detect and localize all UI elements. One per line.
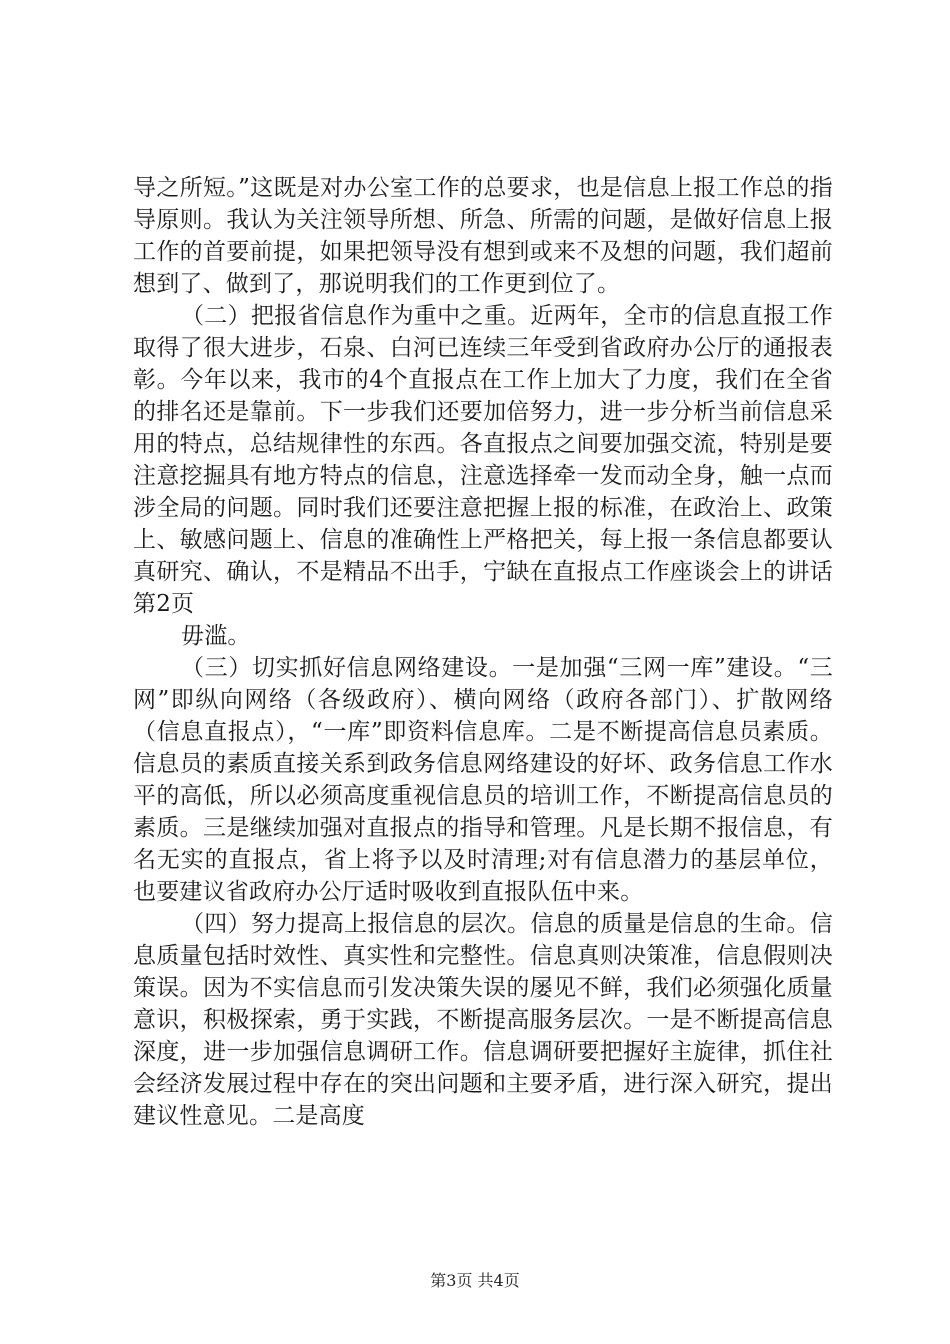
paragraph-continuation: 导之所短。”这既是对办公室工作的总要求，也是信息上报工作总的指导原则。我认为关注领导所想、所急、所需的问题，是做好信息上报工作的首要前提，如果把领导没有想到或来不及想的问题，我们超前想到了、做到了，那说明我们的工作更到位了。 xyxy=(133,175,833,297)
paragraph-section-4: （四）努力提高上报信息的层次。信息的质量是信息的生命。信息质量包括时效性、真实性和完整性。信息真则决策准，信息假则决策误。因为不实信息而引发决策失误的屡见不鲜，我们必须强化质量意识，积极探索，勇于实践，不断提高服务层次。一是不断提高信息深度，进一步加强信息调研工作。信息调研要把握好主旋律，抓住社会经济发展过程中存在的突出问题和主要矛盾，进行深入研究，提出建议性意见。二是高度 xyxy=(133,911,833,1129)
paragraph-section-2: （二）把报省信息作为重中之重。近两年，全市的信息直报工作取得了很大进步，石泉、白河已连续三年受到省政府办公厅的通报表彰。今年以来，我市的4个直报点在工作上加大了力度，我们在全省的排名还是靠前。下一步我们还要加倍努力，进一步分析当前信息采用的特点，总结规律性的东西。各直报点之间要加强交流，特别是要注意挖掘具有地方特点的信息，注意选择牵一发而动全身，触一点而涉全局的问题。同时我们还要注意把握上报的标准，在政治上、政策上、敏感问题上、信息的准确性上严格把关，每上报一条信息都要认真研究、确认，不是精品不出手，宁缺在直报点工作座谈会上的讲话第2页 xyxy=(133,303,833,617)
page-footer: 第3页 共4页 xyxy=(430,1271,520,1290)
paragraph-section-3: （三）切实抓好信息网络建设。一是加强“三网一库”建设。“三网”即纵向网络（各级政府）、横向网络（政府各部门）、扩散网络（信息直报点），“一库”即资料信息库。二是不断提高信息员素质。信息员的素质直接关系到政务信息网络建设的好坏、政务信息工作水平的高低，所以必须高度重视信息员的培训工作，不断提高信息员的素质。三是继续加强对直报点的指导和管理。凡是长期不报信息，有名无实的直报点，省上将予以及时清理;对有信息潜力的基层单位，也要建议省政府办公厅适时吸收到直报队伍中来。 xyxy=(133,655,833,905)
document-body xyxy=(133,172,833,1132)
paragraph-section-2-end: 毋滥。 xyxy=(181,623,251,649)
